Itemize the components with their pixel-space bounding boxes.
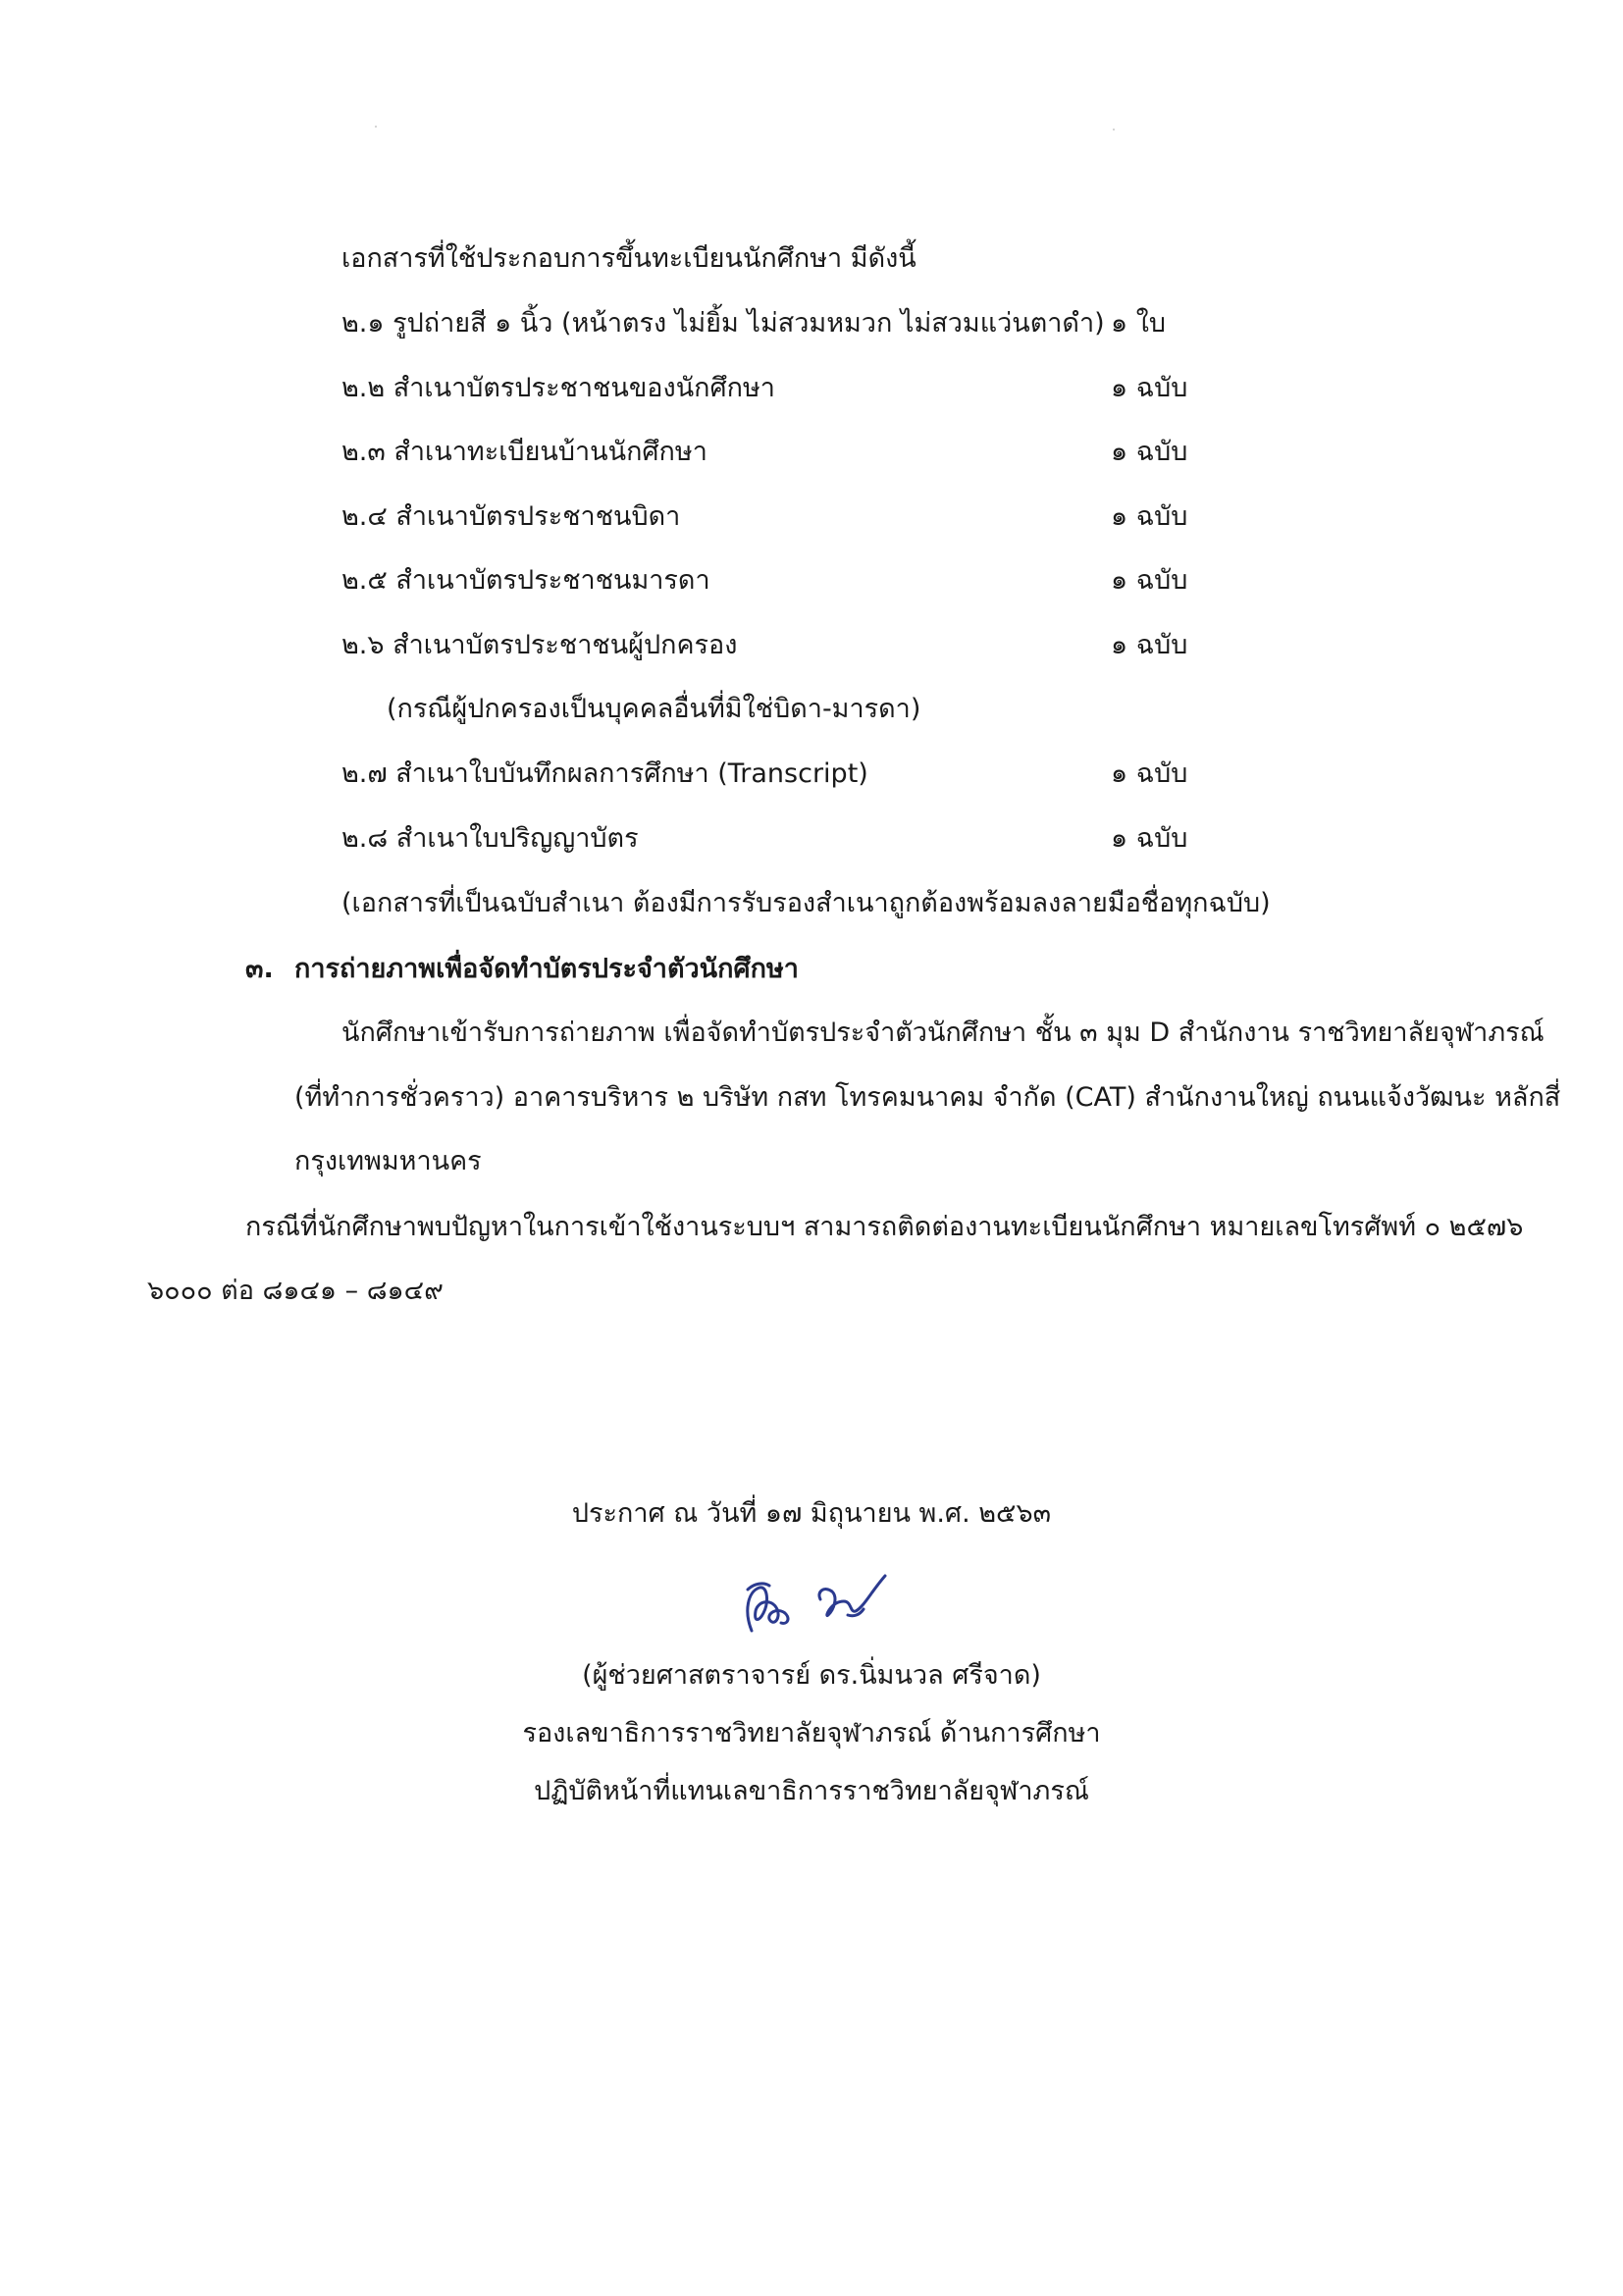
document-item-qty: ๑ ใบ [1111,308,1167,339]
section-title: การถ่ายภาพเพื่อจัดทำบัตรประจำตัวนักศึกษา [294,954,799,984]
certification-note: (เอกสารที่เป็นฉบับสำเนา ต้องมีการรับรองสำเนาถูกต้องพร้อมลงลายมือชื่อทุกฉบับ) [341,888,1271,918]
document-item-qty: ๑ ฉบับ [1111,758,1188,789]
document-item-label: ๒.๗ สำเนาใบบันทึกผลการศึกษา (Transcript) [341,758,868,789]
document-item-qty: ๑ ฉบับ [1111,373,1188,403]
document-item-label: ๒.๖ สำเนาบัตรประชาชนผู้ปกครอง [341,630,738,660]
document-item-qty: ๑ ฉบับ [1111,501,1188,532]
documents-heading: เอกสารที่ใช้ประกอบการขึ้นทะเบียนนักศึกษา มีดังนี้ [341,243,916,274]
section-body-line: (ที่ทำการชั่วคราว) อาคารบริหาร ๒ บริษัท กสท โทรคมนาคม จำกัด (CAT) สำนักงานใหญ่ ถนนแจ้งวัฒนะ หลักสี่ [294,1082,1561,1113]
document-item-label: ๒.๓ สำเนาทะเบียนบ้านนักศึกษา [341,437,707,467]
scan-speck [1113,129,1115,130]
document-item-label: ๒.๕ สำเนาบัตรประชาชนมารดา [341,565,710,596]
document-item-qty: ๑ ฉบับ [1111,437,1188,467]
signatory-name: (ผู้ช่วยศาสตราจารย์ ดร.นิ่มนวล ศรีจาด) [582,1660,1041,1691]
guardian-note: (กรณีผู้ปกครองเป็นบุคคลอื่นที่มิใช่บิดา-มารดา) [387,694,921,724]
handwritten-signature [734,1562,911,1650]
document-item-label: ๒.๒ สำเนาบัตรประชาชนของนักศึกษา [341,373,775,403]
document-item-label: ๒.๑ รูปถ่ายสี ๑ นิ้ว (หน้าตรง ไม่ยิ้ม ไม่สวมหมวก ไม่สวมแว่นตาดำ) [341,308,1105,339]
signatory-position: ปฏิบัติหน้าที่แทนเลขาธิการราชวิทยาลัยจุฬาภรณ์ [534,1776,1089,1806]
document-item-label: ๒.๘ สำเนาใบปริญญาบัตร [341,823,639,854]
section-number: ๓. [245,954,274,984]
section-body-line: นักศึกษาเข้ารับการถ่ายภาพ เพื่อจัดทำบัตรประจำตัวนักศึกษา ชั้น ๓ มุม D สำนักงาน ราชวิทยาลัยจุฬาภรณ์ [341,1018,1544,1048]
document-item-qty: ๑ ฉบับ [1111,823,1188,854]
contact-line: กรณีที่นักศึกษาพบปัญหาในการเข้าใช้งานระบบฯ สามารถติดต่องานทะเบียนนักศึกษา หมายเลขโทรศัพท์ ๐ ๒๕๗๖ [245,1212,1524,1242]
announcement-date: ประกาศ ณ วันที่ ๑๗ มิถุนายน พ.ศ. ๒๕๖๓ [571,1498,1052,1529]
section-body-line: กรุงเทพมหานคร [294,1146,482,1176]
document-item-label: ๒.๔ สำเนาบัตรประชาชนบิดา [341,501,681,532]
contact-phone-line: ๖๐๐๐ ต่อ ๘๑๔๑ – ๘๑๔๙ [147,1276,444,1306]
document-item-qty: ๑ ฉบับ [1111,565,1188,596]
signatory-position: รองเลขาธิการราชวิทยาลัยจุฬาภรณ์ ด้านการศึกษา [522,1718,1101,1748]
document-item-qty: ๑ ฉบับ [1111,630,1188,660]
scan-speck [375,126,377,128]
